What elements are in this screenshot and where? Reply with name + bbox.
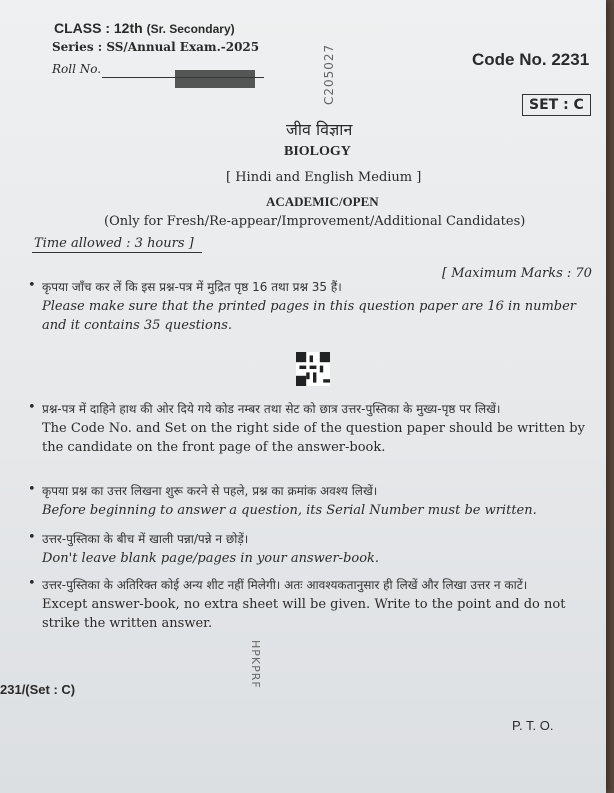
- qr-code-icon: [296, 352, 330, 386]
- bullet-icon: •: [28, 482, 36, 497]
- instruction-english: Please make sure that the printed pages in this question paper are 16 in number and it contains 35 questions.: [42, 299, 577, 333]
- series-label: Series : SS/Annual Exam.-2025: [52, 40, 260, 54]
- subject-title-hindi: जीव विज्ञान: [286, 120, 353, 139]
- watermark-stamp: HPKPRF: [249, 640, 262, 689]
- redacted-roll-number: [175, 70, 255, 88]
- serial-number: C205027: [322, 43, 336, 105]
- instruction-hindi: प्रश्न-पत्र में दाहिने हाथ की ओर दिये गये कोड नम्बर तथा सेट को छात्र उत्तर-पुस्तिका के मुख्य-पृष्ठ पर लिखें।: [42, 402, 501, 416]
- code-number: Code No. 2231: [472, 50, 590, 69]
- header-divider: [32, 252, 202, 253]
- instruction-item: [42, 482, 590, 520]
- instruction-item: [42, 530, 590, 568]
- set-badge: SET : C: [522, 94, 591, 116]
- stream-label: ACADEMIC/OPEN: [266, 194, 379, 209]
- instruction-item: [42, 400, 590, 457]
- candidates-note: (Only for Fresh/Re-appear/Improvement/Additional Candidates): [104, 214, 526, 229]
- instruction-hindi: उत्तर-पुस्तिका के बीच में खाली पन्ना/पन्ने न छोड़ें।: [42, 532, 249, 546]
- footer-code-set: 231/(Set : C): [0, 682, 76, 697]
- pto-label: P. T. O.: [512, 718, 554, 733]
- bullet-icon: •: [28, 278, 36, 293]
- instruction-hindi: उत्तर-पुस्तिका के अतिरिक्त कोई अन्य शीट नहीं मिलेगी। अतः आवश्यकतानुसार ही लिखें और लिखा उत्तर न काटें।: [42, 578, 528, 592]
- class-label: CLASS : 12th (Sr. Secondary): [54, 20, 235, 36]
- bullet-icon: •: [28, 576, 36, 591]
- instruction-item: [42, 576, 590, 633]
- bullet-icon: •: [28, 530, 36, 545]
- instruction-english: The Code No. and Set on the right side of the question paper should be written by the candidate on the front page of the answer-book.: [42, 421, 585, 455]
- time-allowed: Time allowed : 3 hours ]: [34, 236, 194, 251]
- instruction-hindi: कृपया प्रश्न का उत्तर लिखना शुरू करने से पहले, प्रश्न का क्रमांक अवश्य लिखें।: [42, 484, 378, 498]
- instruction-english: Except answer-book, no extra sheet will be given. Write to the point and do not strike the written answer.: [42, 597, 566, 631]
- maximum-marks: [ Maximum Marks : 70: [442, 266, 592, 281]
- roll-number-label: Roll No.: [52, 62, 102, 76]
- instruction-english: Don't leave blank page/pages in your answer-book.: [42, 551, 380, 566]
- bullet-icon: •: [28, 400, 36, 415]
- subject-title-english: BIOLOGY: [284, 144, 351, 159]
- instruction-english: Before beginning to answer a question, its Serial Number must be written.: [42, 503, 537, 518]
- instruction-hindi: कृपया जाँच कर लें कि इस प्रश्न-पत्र में मुद्रित पृष्ठ 16 तथा प्रश्न 35 हैं।: [42, 280, 342, 294]
- instruction-item: [42, 278, 590, 335]
- medium-label: [ Hindi and English Medium ]: [226, 170, 422, 185]
